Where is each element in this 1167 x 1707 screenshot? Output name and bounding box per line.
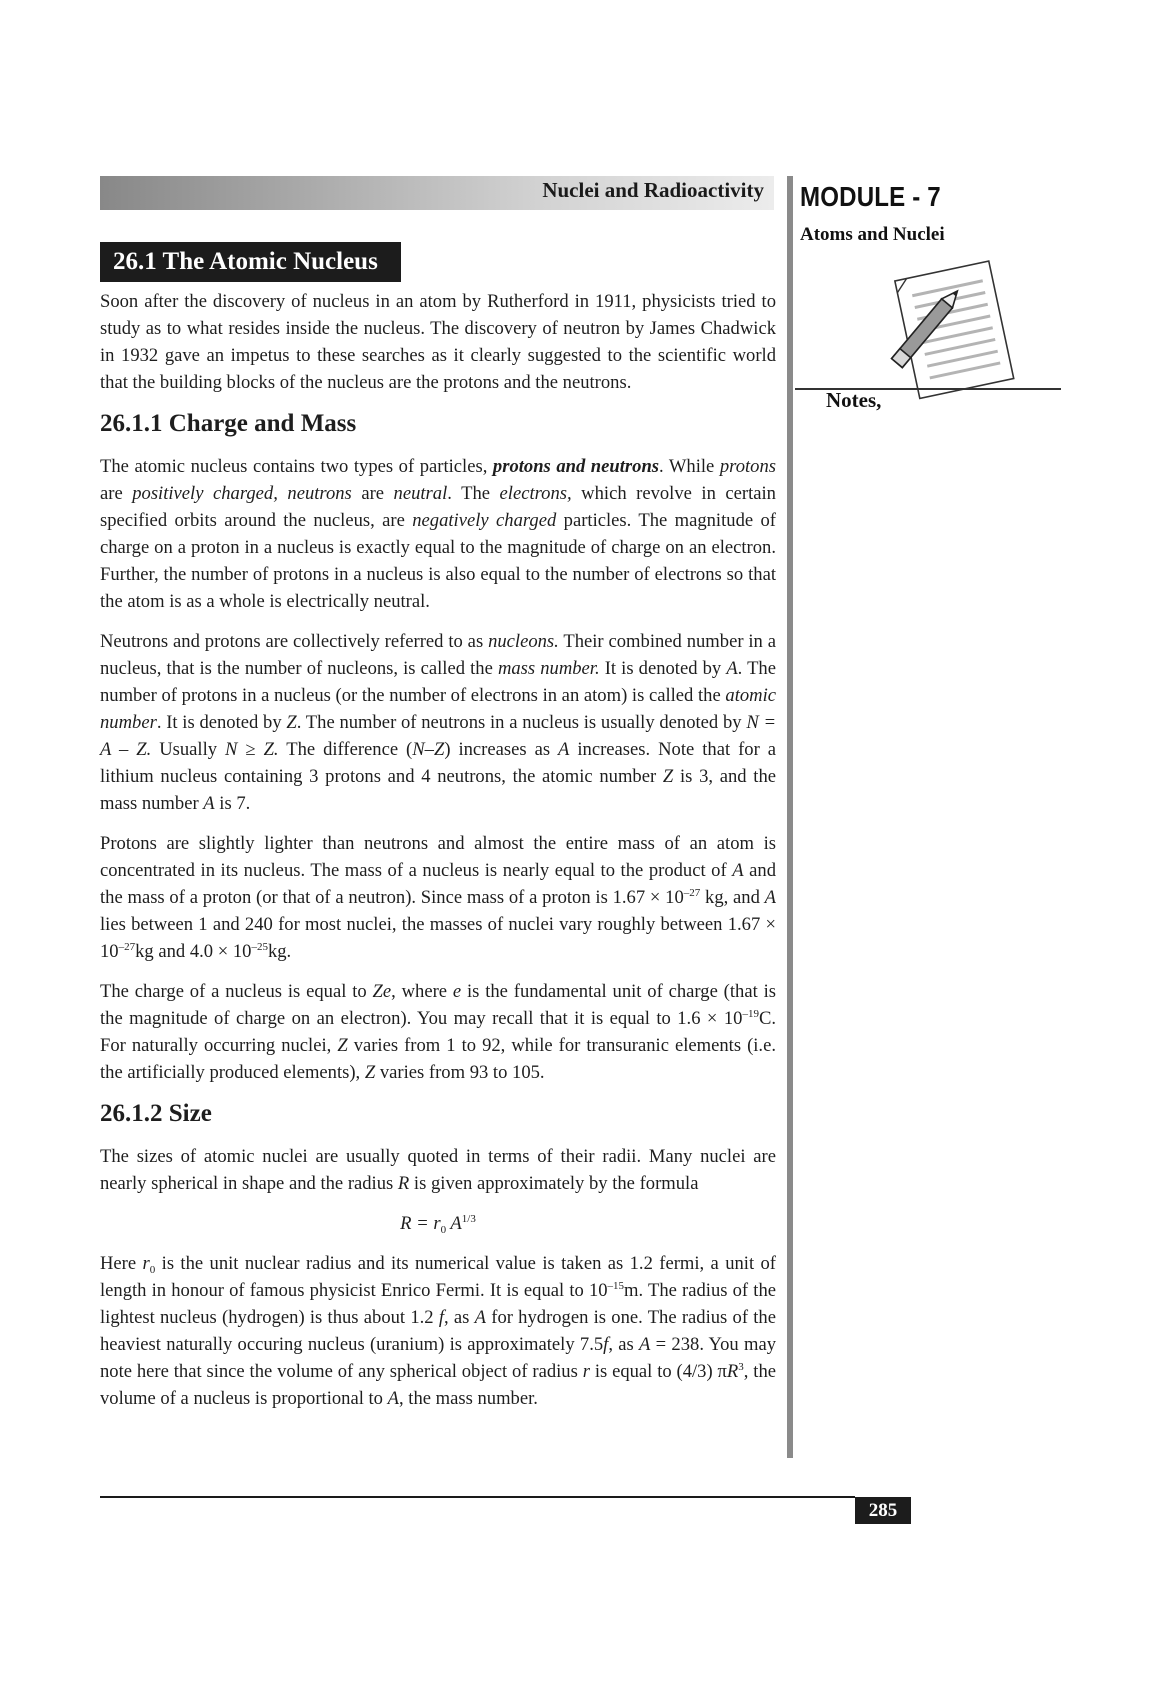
paragraph-mass: Protons are slightly lighter than neutrons and almost the entire mass of an atom is concentrated in its nucleus. The mass of a nucleus is nearly equal to the product of A and the mass of a proton (or that of a neutron). Since mass of a proton is $1.67 \times 10^{-27}$ kg, and A lies between 1 and 240 for most nuclei, the masses of nuclei vary roughly between $1.67 \times 10^{-27}kg$ and $4.0 \times 10^{-25}kg$.: [100, 833, 776, 962]
main-content: [100, 288, 776, 1425]
page-number: 285: [855, 1497, 911, 1524]
header-title: Nuclei and Radioactivity: [542, 178, 764, 202]
subsection-title-charge-mass: 26.1.1 Charge and Mass: [100, 410, 357, 437]
radius-formula: $R = r_0$ $A^{1/3}$: [400, 1213, 476, 1236]
notes-label: Notes,: [826, 388, 882, 412]
footer-rule: [100, 1496, 855, 1498]
intro-paragraph: Soon after the discovery of nucleus in an atom by Rutherford in 1911, physicists tried to study as to what resides inside the nucleus. The discovery of neutron by James Chadwick in 1932 gave an impetus to these searches as it clearly suggested to the scientific world that the building blocks of the nucleus are the protons and the neutrons.: [100, 291, 776, 393]
sidebar-divider: [787, 176, 793, 1458]
section-title: 26.1 The Atomic Nucleus: [100, 242, 401, 282]
paragraph-nucleons: Neutrons and protons are collectively referred to as nucleons. Their combined number in a nucleus, that is the number of nucleons, is called the mass number. It is denoted by A. The number of protons in a nucleus (or the number of electrons in an atom) is called the atomic number. It is denoted by Z. The number of neutrons in a nucleus is usually denoted by N = A – Z. Usually N ≥ Z. The difference (N–Z) increases as A increases. Note that for a lithium nucleus containing 3 protons and 4 neutrons, the atomic number Z is 3, and the mass number A is 7.: [100, 631, 777, 814]
paragraph-charge: The charge of a nucleus is equal to Ze, where e is the fundamental unit of charge (that is the magnitude of charge on an electron). You may recall that it is equal to $1.6 \times 10^{-19}C$. For naturally occurring nuclei, Z varies from 1 to 92, while for transuranic elements (i.e. the artificially produced elements), Z varies from 93 to 105.: [100, 981, 776, 1083]
paragraph-radius: Here $r_0$ is the unit nuclear radius and its numerical value is taken as 1.2 fermi, a unit of length in honour of famous physicist Enrico Fermi. It is equal to $10^{-15}m$. The radius of the lightest nucleus (hydrogen) is thus about 1.2 f, as A for hydrogen is one. The radius of the heaviest naturally occuring nucleus (uranium) is approximately 7.5f, as A = 238. You may note here that since the volume of any spherical object of radius r is equal to (4/3) $\pi R^3$, the volume of a nucleus is proportional to A, the mass number.: [100, 1253, 777, 1409]
module-title: MODULE - 7: [800, 181, 941, 212]
paragraph-particles: The atomic nucleus contains two types of particles, protons and neutrons. While protons are positively charged, neutrons are neutral. The electrons, which revolve in certain specified orbits around the nucleus, are negatively charged particles. The magnitude of charge on a proton in a nucleus is exactly equal to the magnitude of charge on an electron. Further, the number of protons in a nucleus is also equal to the number of electrons so that the atom is as a whole is electrically neutral.: [100, 456, 776, 612]
subsection-title-size: 26.1.2 Size: [100, 1100, 212, 1127]
header-bar: [100, 176, 774, 210]
paragraph-size: The sizes of atomic nuclei are usually quoted in terms of their radii. Many nuclei are nearly spherical in shape and the radius R is given approximately by the formula: [100, 1146, 776, 1194]
module-subtitle: Atoms and Nuclei: [800, 224, 945, 245]
